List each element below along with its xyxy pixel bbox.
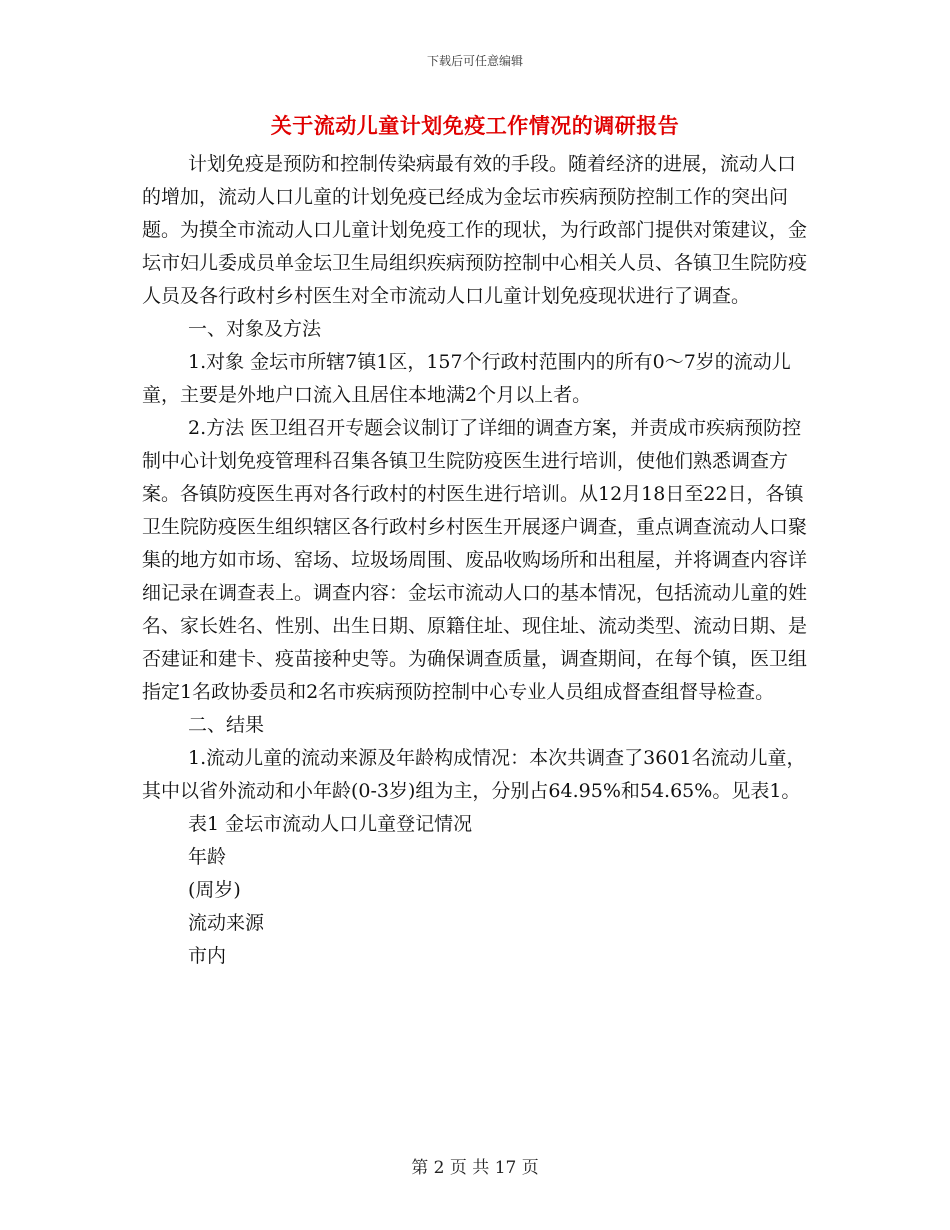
table-header-source: 流动来源 [188,912,265,934]
document-body [142,148,812,973]
page-footer: 第 2 页 共 17 页 [411,1158,539,1178]
table-header-age-unit: (周岁) [188,879,241,901]
document-title: 关于流动儿童计划免疫工作情况的调研报告 [270,113,680,138]
paragraph-subjects: 1.对象 金坛市所辖7镇1区，157个行政村范围内的所有0～7岁的流动儿童，主要是外地户口流入且居住本地满2个月以上者。 [142,351,791,406]
table-caption: 表1 金坛市流动人口儿童登记情况 [188,813,473,835]
paragraph-intro: 计划免疫是预防和控制传染病最有效的手段。随着经济的进展，流动人口的增加，流动人口儿童的计划免疫已经成为金坛市疾病预防控制工作的突出问题。为摸全市流动人口儿童计划免疫工作的现状，为行政部门提供对策建议，金坛市妇儿委成员单金坛卫生局组织疾病预防控制中心相关人员、各镇卫生院防疫人员及各行政村乡村医生对全市流动人口儿童计划免疫现状进行了调查。 [142,153,808,307]
header-note: 下载后可任意编辑 [426,54,523,68]
table-header-within-city: 市内 [188,945,227,967]
paragraph-methods: 2.方法 医卫组召开专题会议制订了详细的调查方案，并责成市疾病预防控制中心计划免疫管理科召集各镇卫生院防疫医生进行培训，使他们熟悉调查方案。各镇防疫医生再对各行政村的村医生进行培训。从12月18日至22日，各镇卫生院防疫医生组织辖区各行政村乡村医生开展逐户调查，重点调查流动人口聚集的地方如市场、窑场、垃圾场周围、废品收购场所和出租屋，并将调查内容详细记录在调查表上。调查内容：金坛市流动人口的基本情况，包括流动儿童的姓名、家长姓名、性别、出生日期、原籍住址、现住址、流动类型、流动日期、是否建证和建卡、疫苗接种史等。为确保调查质量，调查期间，在每个镇，医卫组指定1名政协委员和2名市疾病预防控制中心专业人员组成督查组督导检查。 [142,417,808,703]
section-heading-methods: 一、对象及方法 [188,318,322,340]
paragraph-results: 1.流动儿童的流动来源及年龄构成情况：本次共调查了3601名流动儿童，其中以省外流动和小年龄(0-3岁)组为主，分别占64.95%和54.65%。见表1。 [142,747,806,802]
section-heading-results: 二、结果 [188,714,265,736]
table-header-age: 年龄 [188,846,227,868]
